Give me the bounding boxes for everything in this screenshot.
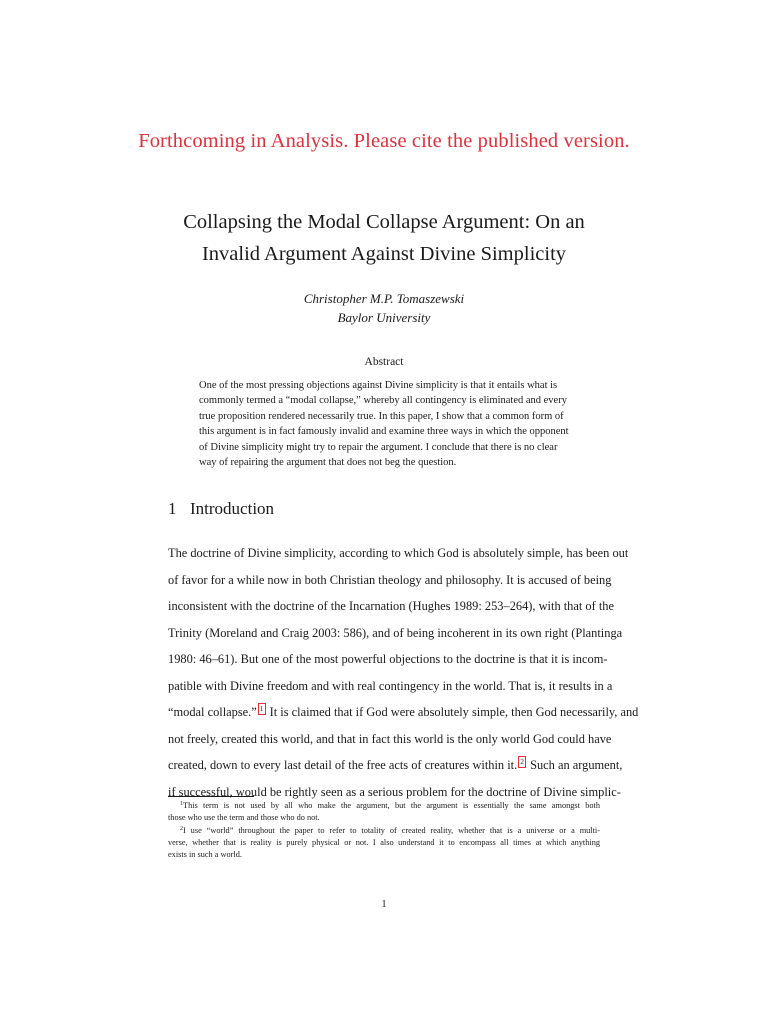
body-line-segment: “modal collapse.”: [168, 705, 257, 719]
body-line-segment: It is claimed that if God were absolutely simple, then God necessarily, and: [269, 705, 639, 719]
footnote-2-cont: verse, whether that is reality is purely physical or not. I also understand it to encompass all times at which anything: [168, 837, 600, 847]
body-paragraph: [168, 540, 639, 805]
author-block: [0, 289, 768, 327]
footnote-1-link[interactable]: 1: [259, 704, 264, 713]
abstract-line: of Divine simplicity might try to repair the argument. I conclude that there is no clear: [199, 441, 558, 453]
abstract-line: true proposition rendered necessarily true. In this paper, I show that a common form of: [199, 410, 564, 422]
author-affiliation: Baylor University: [337, 310, 431, 325]
abstract-line: way of repairing the argument that does not beg the question.: [199, 457, 457, 469]
body-line: [168, 752, 623, 779]
paper-title: [0, 206, 768, 270]
body-line: of favor for a while now in both Christian theology and philosophy. It is accused of being: [168, 572, 612, 587]
body-line: 1980: 46–61). But one of the most powerful objections to the doctrine is that it is incom-: [168, 652, 608, 666]
footnote-2-cont: exists in such a world.: [168, 850, 242, 860]
footnote-text: This term is not used by all who make the argument, but the argument is essentially the same amongst both: [183, 801, 600, 810]
body-line: The doctrine of Divine simplicity, according to which God is absolutely simple, has been out: [168, 546, 629, 560]
footnote-1: [168, 800, 600, 812]
author-name: Christopher M.P. Tomaszewski: [303, 291, 465, 306]
body-line: if successful, would be rightly seen as a serious problem for the doctrine of Divine simplic-: [168, 784, 621, 799]
abstract-line: One of the most pressing objections against Divine simplicity is that it entails what is: [199, 380, 558, 391]
section-heading: [168, 499, 274, 519]
paper-title-line: Collapsing the Modal Collapse Argument: On an: [183, 211, 585, 233]
body-line-segment: Such an argument,: [530, 758, 623, 772]
section-number: 1: [168, 499, 177, 518]
body-line: Trinity (Moreland and Craig 2003: 586), and of being incoherent in its own right (Plantinga: [168, 625, 623, 640]
footnote-text: I use “world” throughout the paper to refer to totality of created reality, whether that is a universe or a multi-: [183, 825, 600, 835]
footnote-marker: 1: [180, 801, 183, 807]
footnote-1-cont: those who use the term and those who do not.: [168, 813, 320, 823]
body-line: [168, 699, 639, 726]
section-title: Introduction: [190, 499, 275, 518]
abstract-text: [199, 378, 569, 470]
paper-title-line: Invalid Argument Against Divine Simplicity: [201, 243, 567, 265]
footnote-2-link[interactable]: 2: [520, 757, 524, 766]
footnotes: [168, 800, 600, 861]
footnote-rule: [168, 796, 254, 797]
page-number: 1: [381, 899, 387, 910]
abstract-line: commonly termed a “modal collapse,” whereby all contingency is eliminated and every: [199, 395, 567, 407]
footnote-2: [168, 825, 600, 837]
body-line: inconsistent with the doctrine of the Incarnation (Hughes 1989: 253–264), with that of the: [168, 599, 614, 613]
body-line-segment: created, down to every last detail of the free acts of creatures within it.: [168, 758, 518, 772]
body-line: not freely, created this world, and that in fact this world is the only world God could have: [168, 731, 612, 746]
body-line: patible with Divine freedom and with real contingency in the world. That is, it results in a: [168, 678, 613, 693]
abstract-heading: Abstract: [364, 356, 404, 368]
abstract-line: this argument is in fact famously invalid and examine three ways in which the opponent: [199, 426, 569, 438]
publication-notice: Forthcoming in Analysis. Please cite the published version.: [138, 130, 630, 152]
footnote-marker: 2: [180, 825, 183, 832]
